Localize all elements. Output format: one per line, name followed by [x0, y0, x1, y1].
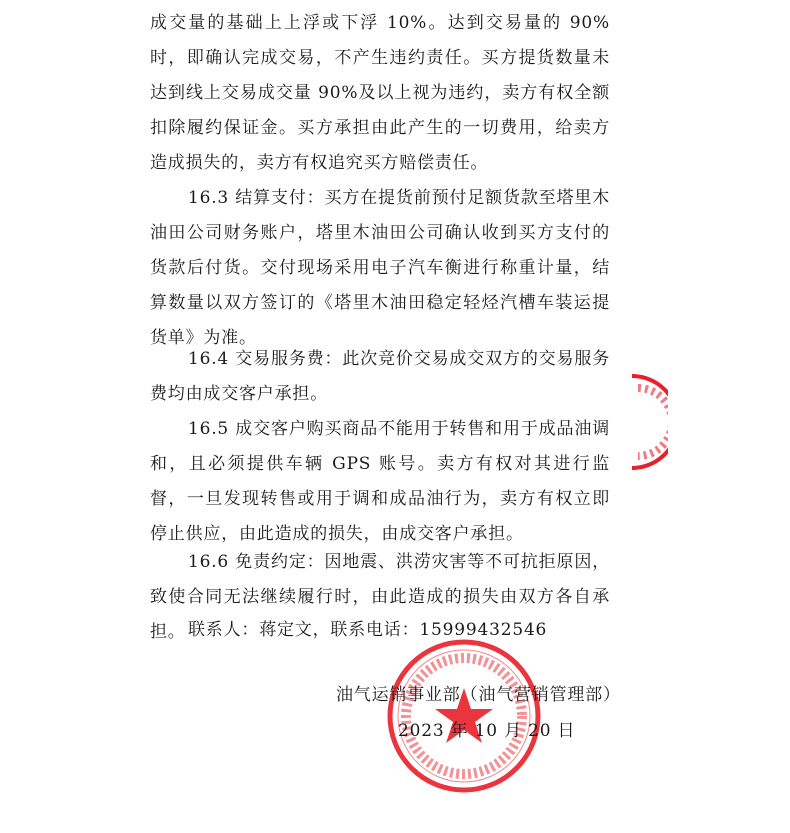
- partial-seal-icon: [628, 372, 668, 472]
- paragraph-16-5-usage: 16.5 成交客户购买商品不能用于转售和用于成品油调和，且必须提供车辆 GPS 账号。卖方有权对其进行监督，一旦发现转售或用于调和成品油行为，卖方有权立即停止供应，由此造成的损失，由成交客户承担。: [150, 419, 610, 544]
- paragraph-penalty: 成交量的基础上上浮或下浮 10%。达到交易量的 90%时，即确认完成交易，不产生违约责任。买方提货数量未达到线上交易成交量 90%及以上视为违约，卖方有权全额扣除履约保证金。买方承担由此产生的一切费用，给卖方造成损失的，卖方有权追究买方赔偿责任。: [150, 13, 610, 173]
- contact-line: 联系人：蒋定文，联系电话：15999432546: [188, 620, 548, 640]
- paragraph-16-6-disclaimer: 16.6 免责约定：因地震、洪涝灾害等不可抗拒原因，致使合同无法继续履行时，由此造成的损失由双方各自承担。: [150, 552, 610, 642]
- paragraph-16-4-service-fee: 16.4 交易服务费：此次竞价交易成交双方的交易服务费均由成交客户承担。: [150, 349, 610, 404]
- issuer-signature: 油气运销事业部（油气营销管理部）: [336, 685, 621, 705]
- paragraph-16-3-settlement: 16.3 结算支付：买方在提货前预付足额货款至塔里木油田公司财务账户，塔里木油田公司确认收到买方支付的货款后付货。交付现场采用电子汽车衡进行称重计量，结算数量以双方签订的《塔里木油田稳定轻烃汽槽车装运提货单》为准。: [150, 188, 610, 348]
- issue-date: 2023 年 10 月 20 日: [398, 721, 576, 741]
